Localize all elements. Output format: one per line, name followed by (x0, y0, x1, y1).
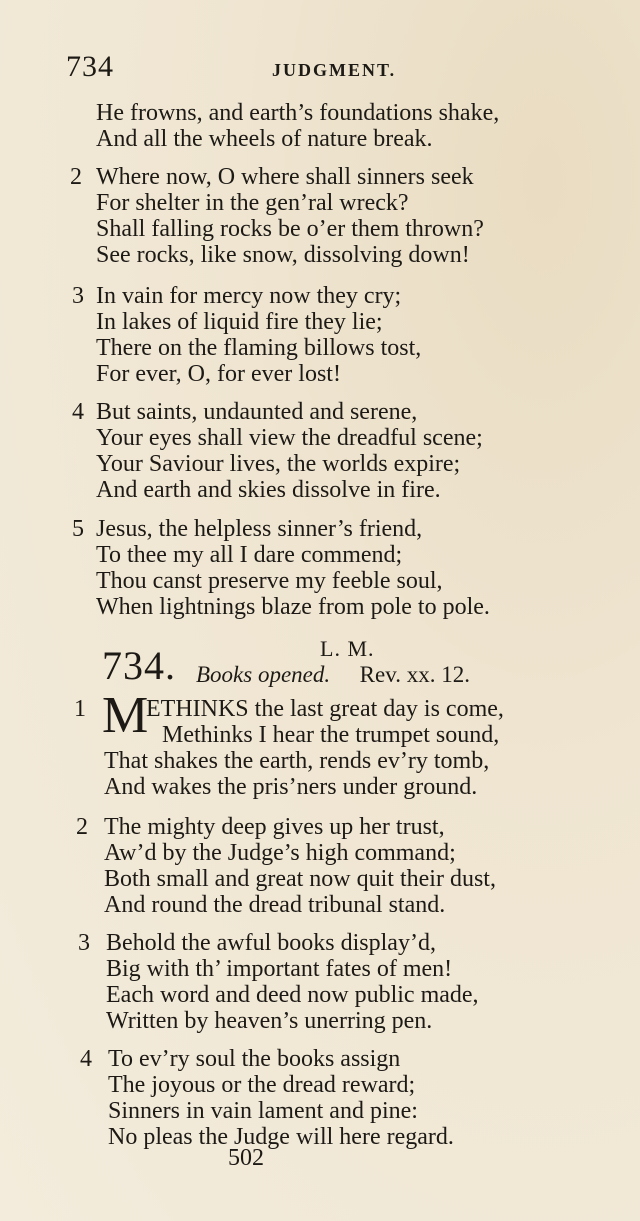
verse-line: In lakes of liquid fire they lie; (96, 309, 383, 335)
verse-line: There on the flaming billows tost, (96, 335, 422, 361)
verse-number: 3 (78, 930, 90, 956)
verse-line: But saints, undaunted and serene, (96, 399, 418, 425)
verse-line: And earth and skies dissolve in fire. (96, 477, 441, 503)
verse-line: No pleas the Judge will here regard. (108, 1124, 454, 1150)
verse-number: 1 (74, 696, 86, 722)
verse-line: And wakes the pris’ners under ground. (104, 774, 478, 800)
verse-line: That shakes the earth, rends ev’ry tomb, (104, 748, 490, 774)
verse-line: Aw’d by the Judge’s high command; (104, 840, 456, 866)
verse-number: 4 (72, 399, 84, 425)
hymn-meter: L. M. (320, 636, 375, 661)
verse-number: 5 (72, 516, 84, 542)
verse-line: Big with th’ important fates of men! (106, 956, 453, 982)
verse-number: 2 (70, 164, 82, 190)
hymn-title: Books opened. (196, 662, 331, 687)
verse-line: Your Saviour lives, the worlds expire; (96, 451, 461, 477)
verse-line: To ev’ry soul the books assign (108, 1046, 401, 1072)
hymn-number: 734. (102, 643, 176, 688)
verse-number: 2 (76, 814, 88, 840)
verse-line: See rocks, like snow, dissolving down! (96, 242, 470, 268)
scripture-reference: Rev. xx. 12. (359, 662, 470, 687)
verse-line: In vain for mercy now they cry; (96, 283, 402, 309)
verse-line: When lightnings blaze from pole to pole. (96, 594, 490, 620)
verse-line: And all the wheels of nature break. (96, 126, 433, 152)
verse-number: 4 (80, 1046, 92, 1072)
page-number: 734 (66, 50, 114, 83)
verse-line: Written by heaven’s unerring pen. (106, 1008, 433, 1034)
verse-line: Jesus, the helpless sinner’s friend, (96, 516, 423, 542)
verse-line: Your eyes shall view the dreadful scene; (96, 425, 483, 451)
verse-line: Behold the awful books display’d, (106, 930, 436, 956)
verse-line: Each word and deed now public made, (106, 982, 479, 1008)
verse-line: He frowns, and earth’s foundations shake, (96, 100, 500, 126)
verse-line: For shelter in the gen’ral wreck? (96, 190, 409, 216)
verse-line: Where now, O where shall sinners seek (96, 164, 474, 190)
running-title: JUDGMENT. (272, 60, 397, 80)
verse-line: Both small and great now quit their dust, (104, 866, 496, 892)
drop-cap: M (102, 687, 149, 744)
verse-line: Shall falling rocks be o’er them thrown? (96, 216, 484, 242)
verse-line: And round the dread tribunal stand. (104, 892, 446, 918)
verse-line: ETHINKS the last great day is come, (146, 696, 504, 722)
verse-line: The joyous or the dread reward; (108, 1072, 416, 1098)
verse-line: Sinners in vain lament and pine: (108, 1098, 418, 1124)
verse-number: 3 (72, 283, 84, 309)
page-header (66, 50, 586, 86)
verse-line: The mighty deep gives up her trust, (104, 814, 445, 840)
verse-line: Methinks I hear the trumpet sound, (162, 722, 500, 748)
verse-line: To thee my all I dare commend; (96, 542, 403, 568)
hymn-subtitle (196, 662, 470, 688)
verse-line: Thou canst preserve my feeble soul, (96, 568, 443, 594)
verse-line: For ever, O, for ever lost! (96, 361, 341, 387)
signature-mark: 502 (228, 1145, 264, 1171)
